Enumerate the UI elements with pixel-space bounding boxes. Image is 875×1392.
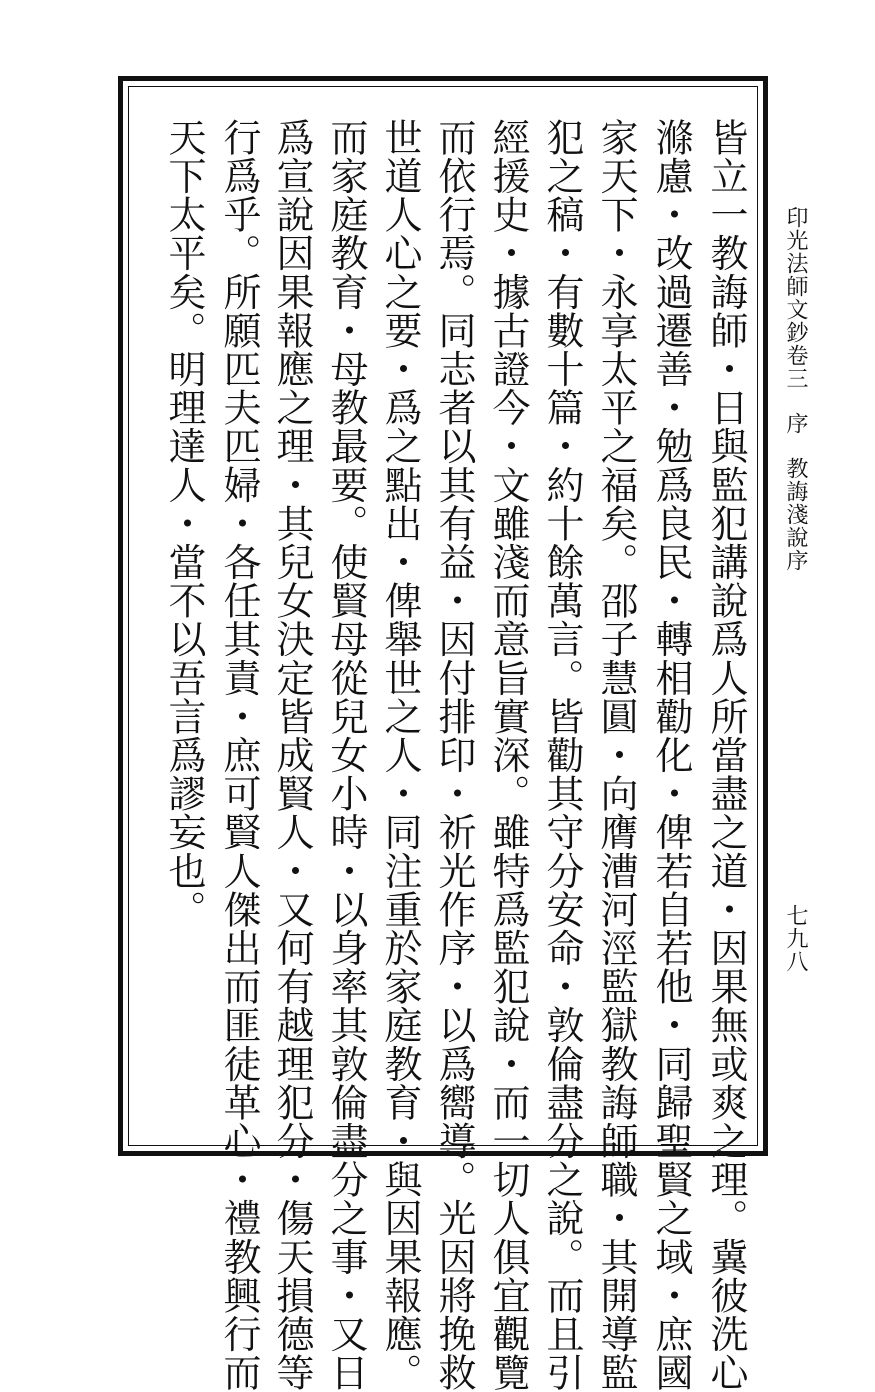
text-column-11: 天下太平矣。明理達人・當不以吾言爲謬妄也。 <box>162 118 206 929</box>
text-column-1: 皆立一教誨師・日與監犯講說爲人所當盡之道・因果無或爽之理。冀彼洗心 <box>704 118 748 1392</box>
text-column-5: 經援史・據古證今・文雖淺而意旨實深。雖特爲監犯說・而一切人俱宜觀覽 <box>486 118 530 1392</box>
text-column-9: 爲宣說因果報應之理・其兒女決定皆成賢人・又何有越理犯分・傷天損德等 <box>270 118 314 1392</box>
section-label: 序 <box>783 412 808 435</box>
text-column-6: 而依行焉。同志者以其有益・因付排印・祈光作序・以爲嚮導。光因將挽救 <box>432 118 476 1392</box>
text-column-7: 世道人心之要・爲之點出・俾舉世之人・同注重於家庭教育・與因果報應。 <box>378 118 422 1392</box>
page-number: 七九八 <box>783 904 808 973</box>
text-column-8: 而家庭教育・母教最要。使賢母從兒女小時・以身率其敦倫盡分之事・又日 <box>324 118 368 1392</box>
text-column-4: 犯之稿・有數十篇・約十餘萬言。皆勸其守分安命・敦倫盡分之說。而且引 <box>540 118 584 1392</box>
text-column-3: 家天下・永享太平之福矣。邵子慧圓・向膺漕河涇監獄教誨師職・其開導監 <box>594 118 638 1392</box>
book-title: 印光法師文鈔卷三 <box>783 206 808 390</box>
text-column-2: 滌慮・改過遷善・勉爲良民・轉相勸化・俾若自若他・同歸聖賢之域・庶國 <box>649 118 693 1392</box>
chapter-title: 教誨淺說序 <box>783 457 808 572</box>
text-column-10: 行爲乎。所願匹夫匹婦・各任其責・庶可賢人傑出而匪徒革心・禮教興行而 <box>217 118 261 1392</box>
running-header <box>780 206 806 572</box>
